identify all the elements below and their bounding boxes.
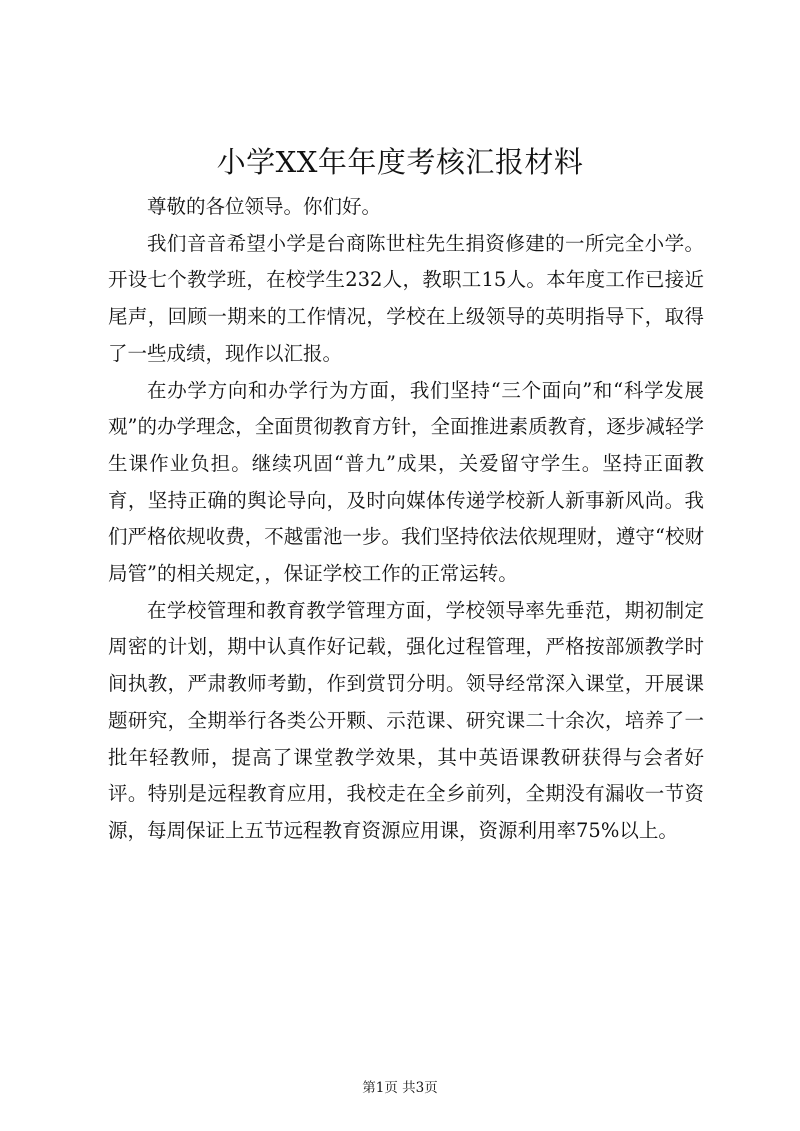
document-title: 小学XX年年度考核汇报材料 [216, 145, 584, 179]
paragraph-greeting: 尊敬的各位领导。你们好。 [147, 195, 382, 218]
paragraph-school-intro: 我们音音希望小学是台商陈世柱先生捐资修建的一所完全小学。开设七个教学班，在校学生232人，教职工15人。本年度工作已接近尾声，回顾一期来的工作情况，学校在上级领导的英明指导下，取得了一些成绩，现作以汇报。 [108, 231, 704, 365]
paragraph-school-management: 在学校管理和教育教学管理方面，学校领导率先垂范，期初制定周密的计划，期中认真作好记载，强化过程管理，严格按部颁教学时间执教，严肃教师考勤，作到赏罚分明。领导经常深入课堂，开展课题研究，全期举行各类公开颗、示范课、研究课二十余次，培养了一批年轻教师，提高了课堂教学效果，其中英语课教研获得与会者好评。特别是远程教育应用，我校走在全乡前列，全期没有漏收一节资源，每周保证上五节远程教育资源应用课，资源利用率75%以上。 [108, 598, 704, 842]
document-body [108, 189, 704, 850]
page-footer: 第1页 共3页 [362, 1080, 438, 1096]
paragraph-school-direction: 在办学方向和办学行为方面，我们坚持“三个面向”和“科学发展观”的办学理念，全面贯彻教育方针，全面推进素质教育，逐步减轻学生课作业负担。继续巩固“普九”成果，关爱留守学生。坚持正面教育，坚持正确的舆论导向，及时向媒体传递学校新人新事新风尚。我们严格依规收费，不越雷池一步。我们坚持依法依规理财，遵守“校财局管”的相关规定，，保证学校工作的正常运转。 [108, 378, 704, 586]
